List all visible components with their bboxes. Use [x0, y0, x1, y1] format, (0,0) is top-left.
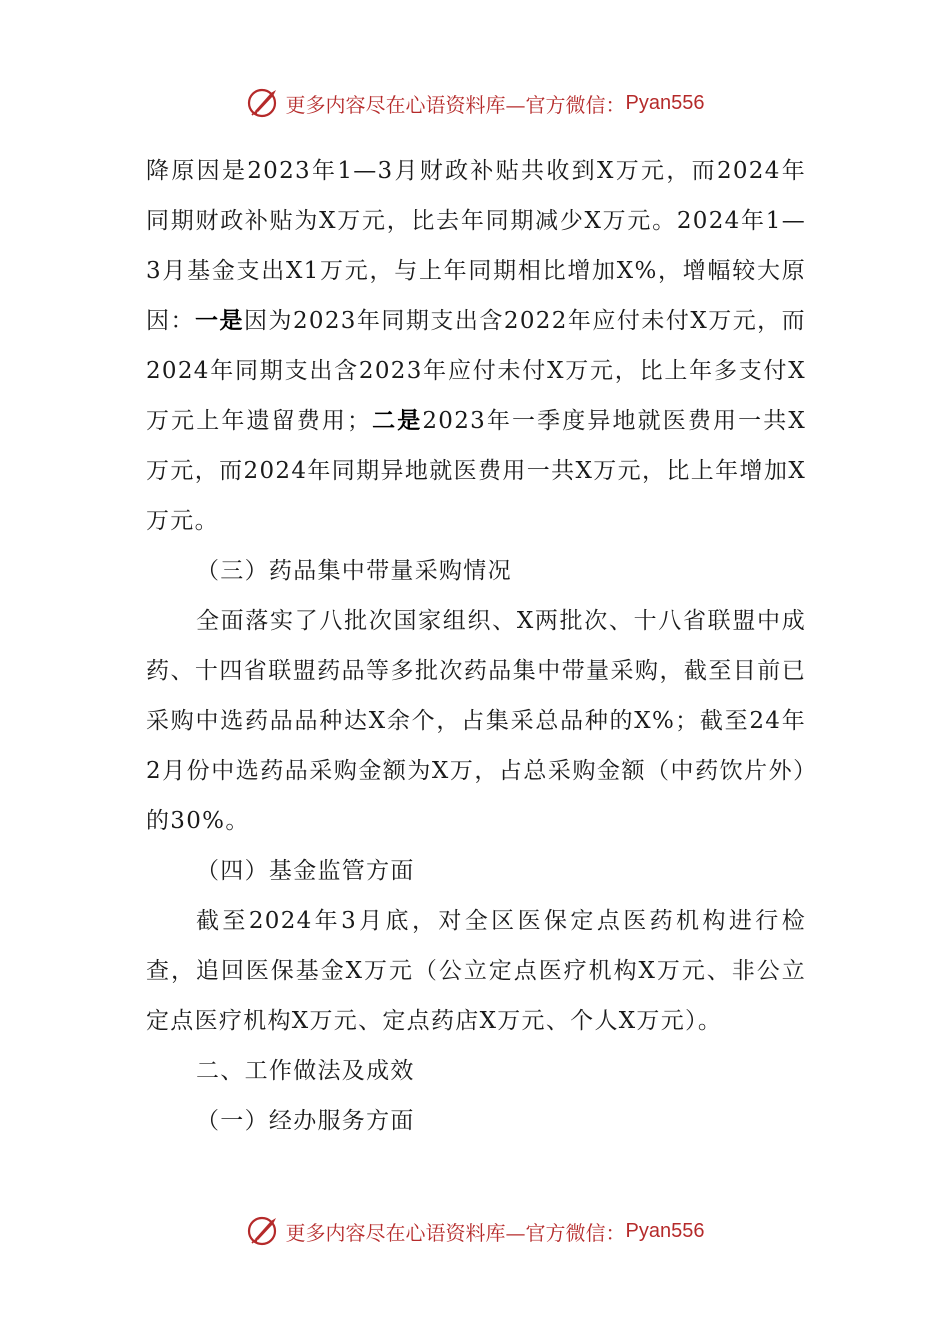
quill-logo-icon: [246, 85, 282, 121]
section-heading-3: （三）药品集中带量采购情况: [196, 558, 512, 584]
watermark-text: 更多内容尽在心语资料库—官方微信：: [285, 1220, 626, 1245]
paragraph-text: 因为2023年同期支出含2022年应付未付X万元，而2024年同期支出含2023年应付未付X万元，比上年多支付X万元上年遗留费用；: [146, 308, 806, 434]
section-heading-4: （四）基金监管方面: [196, 858, 415, 884]
paragraph-continued: [146, 146, 806, 546]
paragraph-procurement: 全面落实了八批次国家组织、X两批次、十八省联盟中成药、十四省联盟药品等多批次药品集中带量采购，截至目前已采购中选药品品种达X余个，占集采总品种的X%；截至24年2月份中选药品采购金额为X万，占总采购金额（中药饮片外）的30%。: [146, 608, 806, 834]
watermark-header: [0, 83, 950, 123]
quill-logo-icon: [246, 1213, 282, 1249]
paragraph-fund-supervision: 截至2024年3月底，对全区医保定点医药机构进行检查，追回医保基金X万元（公立定点医疗机构X万元、非公立定点医疗机构X万元、定点药店X万元、个人X万元）。: [146, 908, 806, 1034]
bold-marker-first: 一是: [195, 307, 244, 334]
watermark-text: 更多内容尽在心语资料库—官方微信：: [285, 92, 626, 117]
section-heading-1: （一）经办服务方面: [196, 1108, 415, 1134]
watermark-wechat-id: Pyan556: [625, 1219, 705, 1242]
watermark-wechat-id: Pyan556: [625, 91, 705, 114]
paragraph-text: 2023年一季度异地就医费用一共X万元，而2024年同期异地就医费用一共X万元，比上年增加X万元。: [146, 408, 806, 534]
bold-marker-second: 二是: [371, 407, 423, 434]
watermark-footer: [0, 1211, 950, 1251]
chapter-heading-2: 二、工作做法及成效: [196, 1058, 415, 1084]
document-body: [146, 146, 806, 1146]
paragraph-text: 降原因是2023年1—3月财政补贴共收到X万元，而2024年同期财政补贴为X万元，比去年同期减少X万元。2024年1—3月基金支出X1万元，与上年同期相比增加X%，增幅较大原因：: [146, 158, 806, 334]
